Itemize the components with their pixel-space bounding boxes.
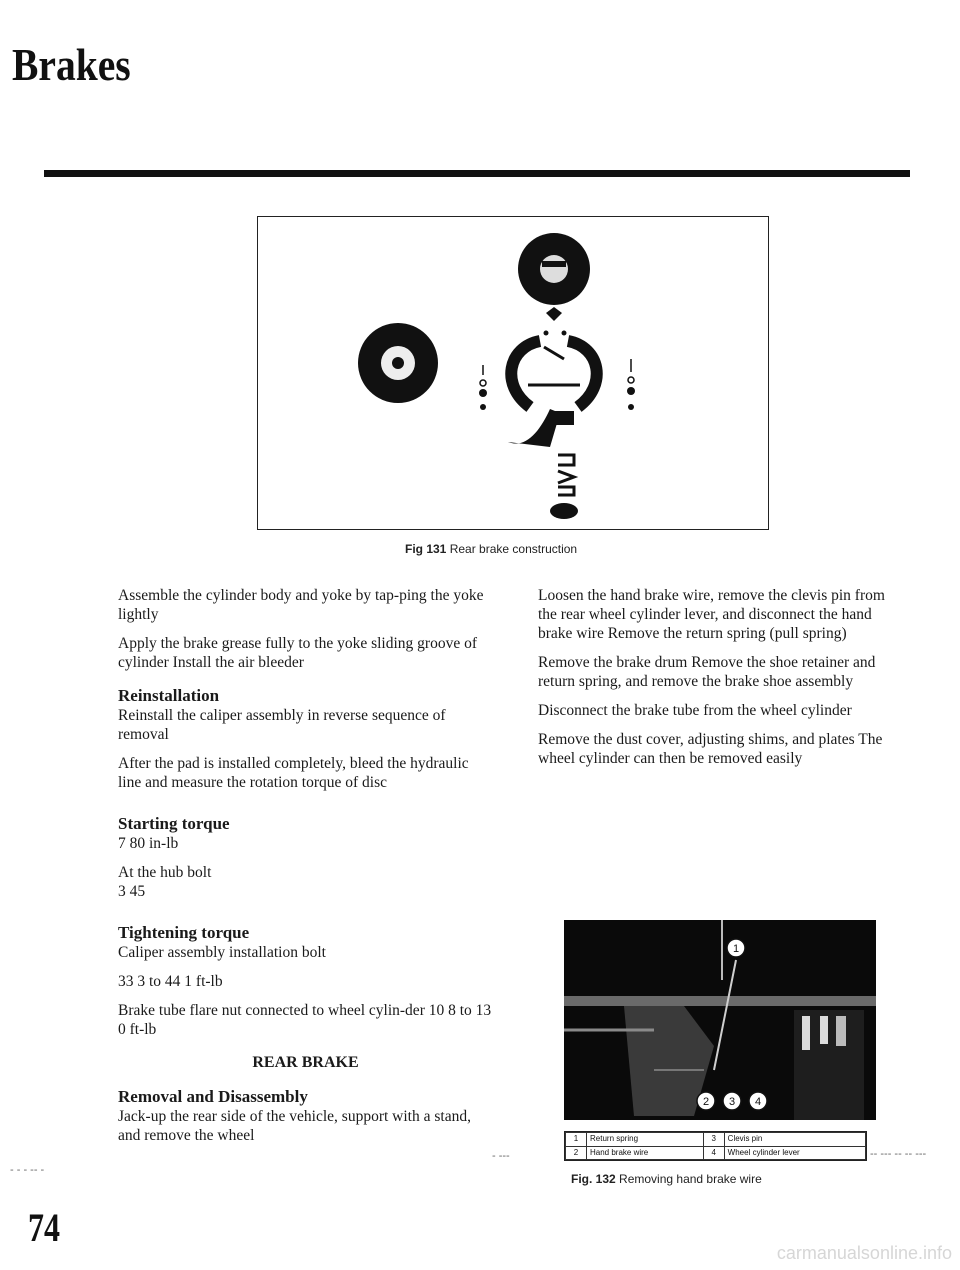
spring-pins-left [479, 365, 487, 410]
figure-131-number: Fig 131 [405, 542, 447, 556]
right-para-1: Loosen the hand brake wire, remove the clevis pin from the rear wheel cylinder lever, and disconnect the hand brake wire Remove the return spring (pull spring) [538, 587, 885, 642]
tightening-torque-value: 33 3 to 44 1 ft-lb [118, 973, 223, 990]
scan-artifact-dashes-margin: - - - -- - [10, 1164, 45, 1176]
reinstallation-heading: Reinstallation [118, 686, 220, 705]
brake-shoes [511, 341, 596, 407]
rear-brake-exploded-illustration [258, 217, 767, 528]
flare-nut-spec: Brake tube flare nut connected to wheel cylin-der 10 8 to 13 0 ft-lb [118, 1002, 492, 1038]
starting-torque-heading: Starting torque [118, 814, 230, 833]
callout-3 [723, 1092, 741, 1110]
removal-text: Jack-up the rear side of the vehicle, support with a stand, and remove the wheel [118, 1108, 471, 1144]
legend-num-4: 4 [703, 1146, 724, 1160]
left-para-4: After the pad is installed completely, bleed the hydraulic line and measure the rotation torque of disc [118, 755, 469, 791]
callout-1 [727, 939, 745, 957]
right-para-2: Remove the brake drum Remove the shoe retainer and return spring, and remove the brake shoe assembly [538, 654, 876, 690]
figure-131-caption-text: Rear brake construction [449, 542, 578, 556]
figure-131-caption [405, 542, 577, 556]
watermark: carmanualsonline.info [776, 1243, 952, 1263]
callout-2 [697, 1092, 715, 1110]
rear-brake-heading: REAR BRAKE [252, 1054, 359, 1071]
tightening-torque-heading: Tightening torque [118, 923, 250, 942]
legend-label-3: Clevis pin [724, 1133, 865, 1147]
spring-pins-right [627, 359, 635, 410]
callout-1-label: 1 [732, 943, 740, 955]
brake-drum-top [518, 233, 590, 305]
hub-bolt-value: 3 45 [118, 883, 146, 900]
legend-label-4: Wheel cylinder lever [724, 1146, 865, 1160]
left-column [118, 586, 493, 1155]
figure-132-photo [564, 920, 876, 1120]
right-column [538, 586, 903, 778]
figure-132-number: Fig. 132 [571, 1172, 616, 1186]
legend-label-2: Hand brake wire [587, 1146, 704, 1160]
section-title: Brakes [12, 39, 131, 90]
header-rule [44, 170, 910, 177]
figure-132-caption [571, 1172, 762, 1186]
legend-num-1: 1 [566, 1133, 587, 1147]
right-para-3: Disconnect the brake tube from the wheel cylinder [538, 702, 852, 719]
callout-3-label: 3 [728, 1096, 736, 1108]
callout-4 [749, 1092, 767, 1110]
scan-artifact-dashes-left: - --- [492, 1150, 510, 1162]
removal-heading: Removal and Disassembly [118, 1087, 308, 1106]
figure-132-legend [564, 1131, 867, 1161]
backing-plate-left [358, 323, 438, 403]
page-number: 74 [28, 1205, 60, 1250]
legend-num-2: 2 [566, 1146, 587, 1160]
tightening-torque-item: Caliper assembly installation bolt [118, 944, 326, 961]
left-para-2: Apply the brake grease fully to the yoke sliding groove of cylinder Install the air bleeder [118, 635, 477, 671]
left-para-1: Assemble the cylinder body and yoke by tap-ping the yoke lightly [118, 587, 484, 623]
callout-4-label: 4 [754, 1096, 762, 1108]
callout-2-label: 2 [702, 1096, 710, 1108]
figure-131-frame [257, 216, 769, 530]
figure-132-caption-text: Removing hand brake wire [619, 1172, 762, 1186]
left-para-3: Reinstall the caliper assembly in reverse sequence of removal [118, 707, 446, 743]
hand-brake-photo-illustration [564, 920, 876, 1120]
legend-label-1: Return spring [587, 1133, 704, 1147]
legend-num-3: 3 [703, 1133, 724, 1147]
scan-artifact-dashes-right: -- --- -- -- --- [870, 1148, 927, 1160]
right-para-4: Remove the dust cover, adjusting shims, and plates The wheel cylinder can then be removed easily [538, 731, 883, 767]
starting-torque-value: 7 80 in-lb [118, 835, 179, 852]
hub-bolt-label: At the hub bolt [118, 864, 212, 881]
